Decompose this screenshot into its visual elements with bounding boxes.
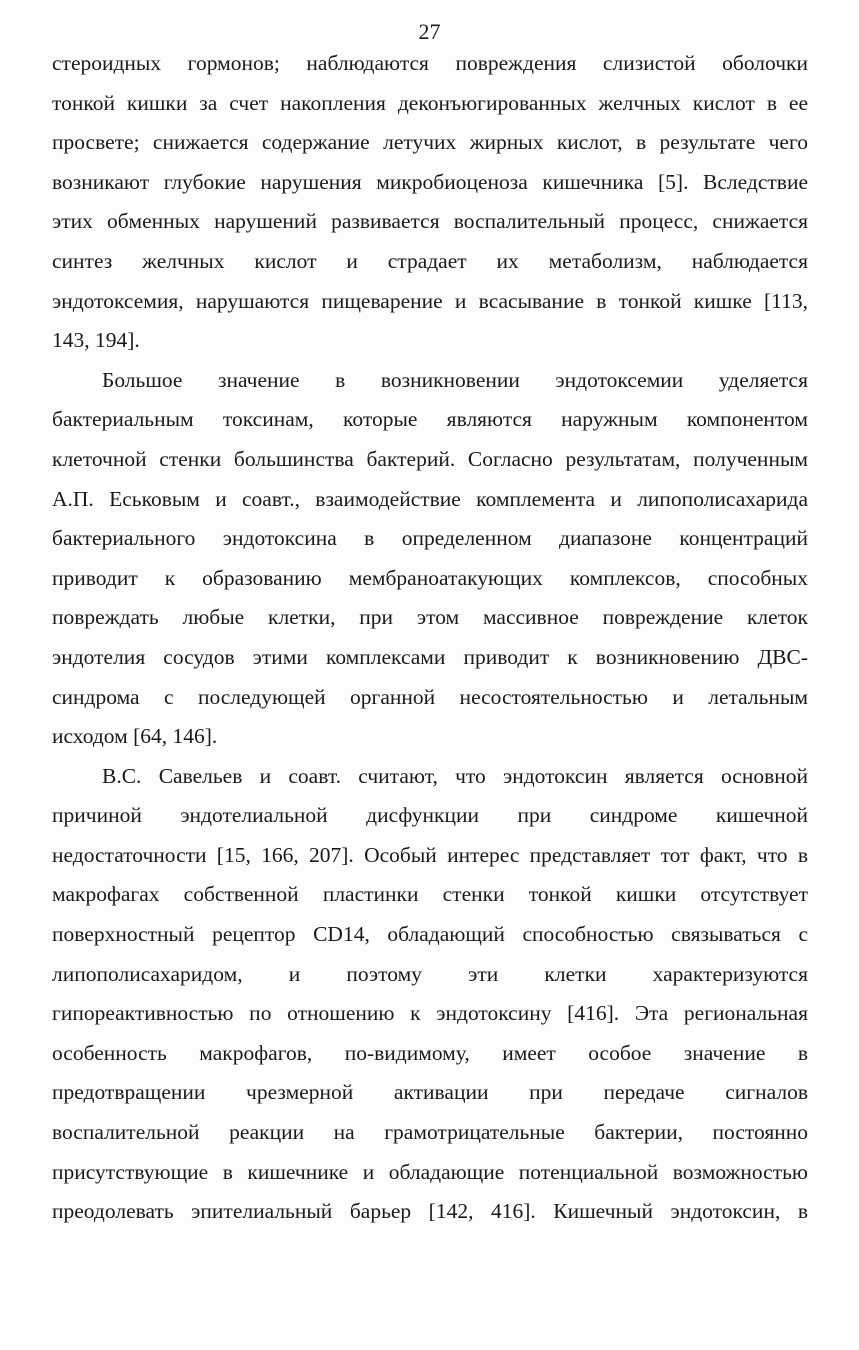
text-line: просвете; снижается содержание летучих жирных кислот, в результате чего [52, 130, 808, 155]
text-line: В.С. Савельев и соавт. считают, что эндотоксин является основной [102, 763, 808, 788]
text-line: особенность макрофагов, по-видимому, имеет особое значение в [52, 1040, 808, 1065]
text-line: эндотелия сосудов этими комплексами приводит к возникновению ДВС- [52, 644, 808, 669]
text-line: этих обменных нарушений развивается воспалительный процесс, снижается [52, 209, 808, 234]
text-line: синтез желчных кислот и страдает их метаболизм, наблюдается [52, 248, 808, 273]
text-line: поверхностный рецептор CD14, обладающий способностью связываться с [52, 922, 808, 947]
text-line: воспалительной реакции на грамотрицательные бактерии, постоянно [52, 1120, 808, 1145]
text-line: возникают глубокие нарушения микробиоценоза кишечника [5]. Вследствие [52, 169, 808, 194]
text-line: предотвращении чрезмерной активации при передаче сигналов [52, 1080, 808, 1105]
text-line: эндотоксемия, нарушаются пищеварение и всасывание в тонкой кишке [113, [52, 288, 808, 313]
text-line: липополисахаридом, и поэтому эти клетки характеризуются [52, 961, 808, 986]
text-line: макрофагах собственной пластинки стенки тонкой кишки отсутствует [52, 882, 808, 907]
text-line: бактериальным токсинам, которые являются наружным компонентом [52, 407, 808, 432]
text-line: преодолевать эпителиальный барьер [142, 416]. Кишечный эндотоксин, в [52, 1199, 808, 1224]
text-line: стероидных гормонов; наблюдаются повреждения слизистой оболочки [52, 51, 808, 75]
page-number: 27 [418, 19, 441, 44]
text-line: 143, 194]. [52, 328, 140, 353]
text-line: причиной эндотелиальной дисфункции при синдроме кишечной [52, 803, 808, 828]
text-line: недостаточности [15, 166, 207]. Особый интерес представляет тот факт, что в [52, 842, 808, 867]
text-line: синдрома с последующей органной несостоятельностью и летальным [52, 684, 808, 709]
text-line: бактериального эндотоксина в определенном диапазоне концентраций [52, 526, 808, 551]
body-text [52, 44, 808, 1232]
text-line: приводит к образованию мембраноатакующих комплексов, способных [52, 565, 808, 590]
text-line: А.П. Еськовым и соавт., взаимодействие комплемента и липополисахарида [52, 486, 808, 511]
text-line: повреждать любые клетки, при этом массивное повреждение клеток [52, 605, 808, 630]
text-line: Большое значение в возникновении эндотоксемии уделяется [102, 367, 808, 392]
text-line: исходом [64, 146]. [52, 724, 218, 749]
text-line: тонкой кишки за счет накопления деконъюгированных желчных кислот в ее [52, 90, 808, 115]
text-line: гипореактивностью по отношению к эндотоксину [416]. Эта региональная [52, 1001, 808, 1026]
text-line: присутствующие в кишечнике и обладающие потенциальной возможностью [52, 1159, 808, 1184]
text-line: клеточной стенки большинства бактерий. Согласно результатам, полученным [52, 446, 808, 471]
